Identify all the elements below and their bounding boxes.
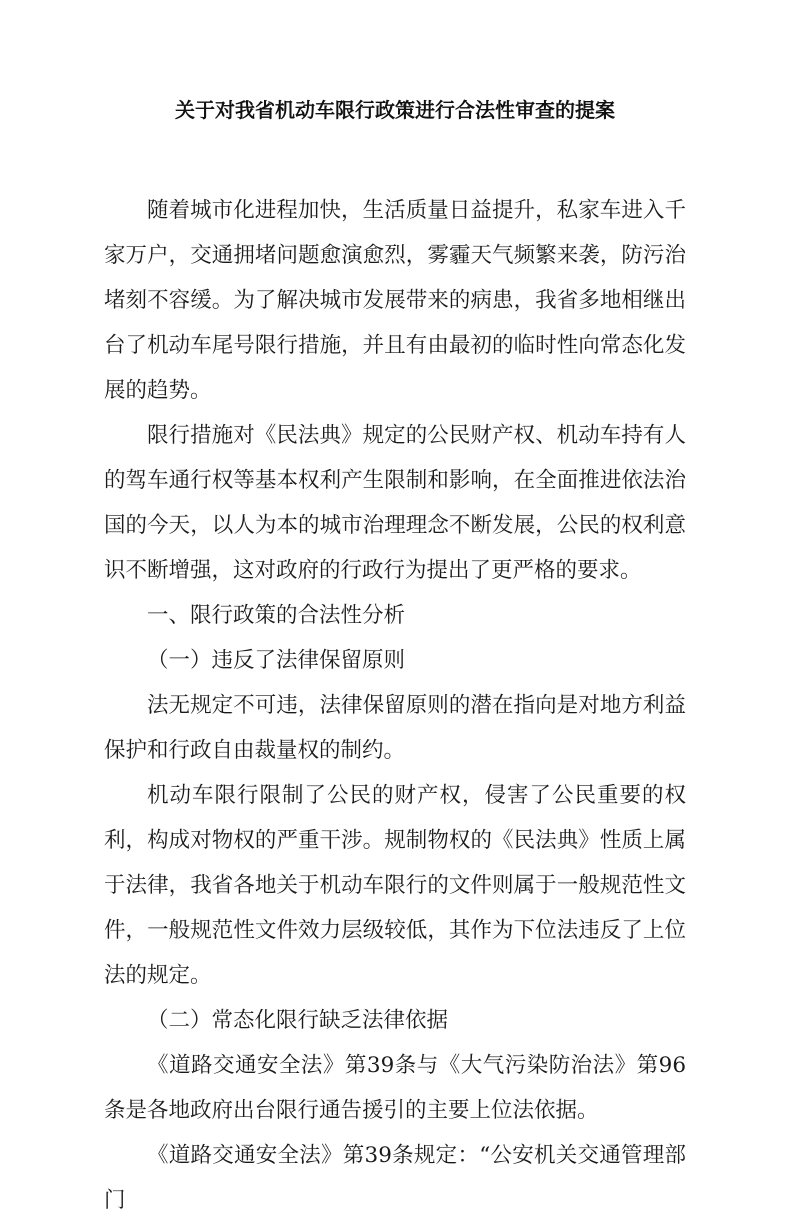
document-body (104, 188, 686, 1223)
paragraph-impact: 限行措施对《民法典》规定的公民财产权、机动车持有人的驾车通行权等基本权利产生限制和影响，在全面推进依法治国的今天，以人为本的城市治理理念不断发展，公民的权利意识不断增强，这对政府的行政行为提出了更严格的要求。 (104, 423, 686, 583)
document-title: 关于对我省机动车限行政策进行合法性审查的提案 (175, 98, 615, 122)
paragraph-legal-reservation: 法无规定不可违，法律保留原则的潜在指向是对地方利益保护和行政自由裁量权的制约。 (104, 693, 686, 763)
subsection-heading-1: （一）违反了法律保留原则 (147, 648, 406, 673)
paragraph-legal-basis: 《道路交通安全法》第39条与《大气污染防治法》第96条是各地政府出台限行通告援引的主要上位法依据。 (104, 1053, 686, 1123)
paragraph-property-right: 机动车限行限制了公民的财产权，侵害了公民重要的权利，构成对物权的严重干涉。规制物权的《民法典》性质上属于法律，我省各地关于机动车限行的文件则属于一般规范性文件，一般规范性文件效力层级较低，其作为下位法违反了上位法的规定。 (104, 783, 686, 988)
paragraph-intro: 随着城市化进程加快，生活质量日益提升，私家车进入千家万户，交通拥堵问题愈演愈烈，雾霾天气频繁来袭，防污治堵刻不容缓。为了解决城市发展带来的病患，我省多地相继出台了机动车尾号限行措施，并且有由最初的临时性向常态化发展的趋势。 (104, 198, 686, 403)
section-heading-1: 一、限行政策的合法性分析 (147, 603, 406, 628)
subsection-heading-2: （二）常态化限行缺乏法律依据 (147, 1008, 449, 1033)
paragraph-article-39: 《道路交通安全法》第39条规定：“公安机关交通管理部门 (104, 1143, 686, 1213)
